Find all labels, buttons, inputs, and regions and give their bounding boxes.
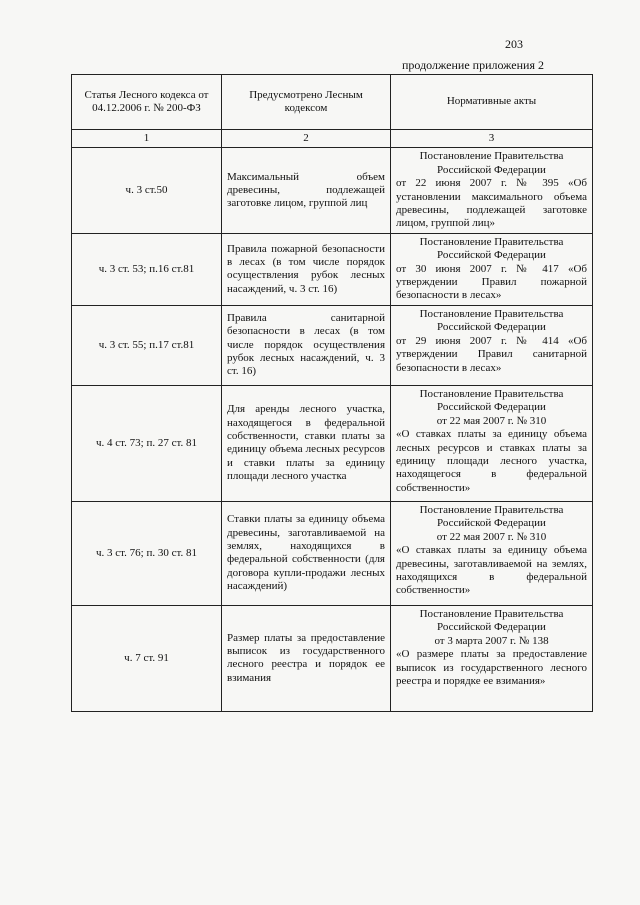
provision-cell: Правила санитарной безопасности в лесах (в том числе порядок осуществления рубок лесных насаждений, ч. 3 ст. 16) bbox=[222, 305, 391, 385]
table-row bbox=[72, 233, 593, 305]
act-cell bbox=[391, 605, 593, 711]
act-title: Постановление Правительства Российской Федерации bbox=[419, 387, 564, 414]
act-cell bbox=[391, 148, 593, 233]
table-row bbox=[72, 305, 593, 385]
article-cell: ч. 3 ст.50 bbox=[72, 148, 222, 233]
provision-cell: Максимальный объем древесины, подлежащей заготовке лицом, группой лиц bbox=[222, 148, 391, 233]
act-cell bbox=[391, 305, 593, 385]
act-date: от 22 мая 2007 г. № 310 bbox=[436, 414, 547, 427]
act-date: от 3 марта 2007 г. № 138 bbox=[434, 634, 549, 647]
act-title: Постановление Правительства Российской Федерации bbox=[419, 503, 564, 530]
act-date: от 22 мая 2007 г. № 310 bbox=[436, 530, 547, 543]
act-title: Постановление Правительства Российской Федерации bbox=[419, 235, 564, 262]
continuation-label: продолжение приложения 2 bbox=[402, 58, 544, 72]
act-cell bbox=[391, 385, 593, 501]
normative-acts-table bbox=[71, 74, 593, 712]
header-acts: Нормативные акты bbox=[391, 75, 593, 130]
provision-cell: Для аренды лесного участка, находящегося в федеральной собственности, ставки платы за единицу объема лесных ресурсов и ставки платы за единицу площади лесного участка bbox=[222, 385, 391, 501]
act-cell bbox=[391, 233, 593, 305]
act-cell bbox=[391, 501, 593, 605]
act-title: Постановление Правительства Российской Федерации bbox=[419, 307, 564, 334]
column-number: 3 bbox=[391, 130, 593, 148]
act-details: от 22 июня 2007 г. № 395 «Об установлении максимального объема древесины, подлежащей заготовке лицом, группой лиц» bbox=[396, 177, 587, 230]
act-details: «О ставках платы за единицу объема древесины, заготавливаемой на землях, находящихся в федеральной собственности» bbox=[396, 544, 587, 597]
provision-cell: Размер платы за предоставление выписок из государственного лесного реестра и порядок ее взимания bbox=[222, 605, 391, 711]
column-number: 2 bbox=[222, 130, 391, 148]
page-number: 203 bbox=[505, 37, 523, 51]
header-provision: Предусмотрено Лесным кодексом bbox=[222, 75, 391, 130]
provision-cell: Правила пожарной безопасности в лесах (в том числе порядок осуществления рубок лесных насаждений, ч. 3 ст. 16) bbox=[222, 233, 391, 305]
article-cell: ч. 3 ст. 76; п. 30 ст. 81 bbox=[72, 501, 222, 605]
article-cell: ч. 4 ст. 73; п. 27 ст. 81 bbox=[72, 385, 222, 501]
article-cell: ч. 3 ст. 53; п.16 ст.81 bbox=[72, 233, 222, 305]
table-row bbox=[72, 605, 593, 711]
table-row bbox=[72, 501, 593, 605]
act-title: Постановление Правительства Российской Федерации bbox=[419, 607, 564, 634]
table-header-row bbox=[72, 75, 593, 130]
act-details: от 29 июня 2007 г. № 414 «Об утверждении Правил санитарной безопасности в лесах» bbox=[396, 334, 587, 374]
act-details: «О размере платы за предоставление выписок из государственного лесного реестра и порядке ее взимания» bbox=[396, 648, 587, 687]
header-article: Статья Лесного кодекса от 04.12.2006 г. № 200-ФЗ bbox=[72, 75, 222, 130]
act-details: «О ставках платы за единицу объема лесных ресурсов и ставках платы за единицу площади лесного участка, находящегося в федеральной собственности» bbox=[396, 428, 587, 494]
table-row bbox=[72, 148, 593, 233]
article-cell: ч. 3 ст. 55; п.17 ст.81 bbox=[72, 305, 222, 385]
column-number: 1 bbox=[72, 130, 222, 148]
article-cell: ч. 7 ст. 91 bbox=[72, 605, 222, 711]
table-row bbox=[72, 385, 593, 501]
column-number-row bbox=[72, 130, 593, 148]
act-details: от 30 июня 2007 г. № 417 «Об утверждении Правил пожарной безопасности в лесах» bbox=[396, 262, 587, 302]
provision-cell: Ставки платы за единицу объема древесины, заготавливаемой на землях, находящихся в федеральной собственности (для договора купли-продажи лесных насаждений) bbox=[222, 501, 391, 605]
act-title: Постановление Правительства Российской Федерации bbox=[419, 150, 564, 176]
